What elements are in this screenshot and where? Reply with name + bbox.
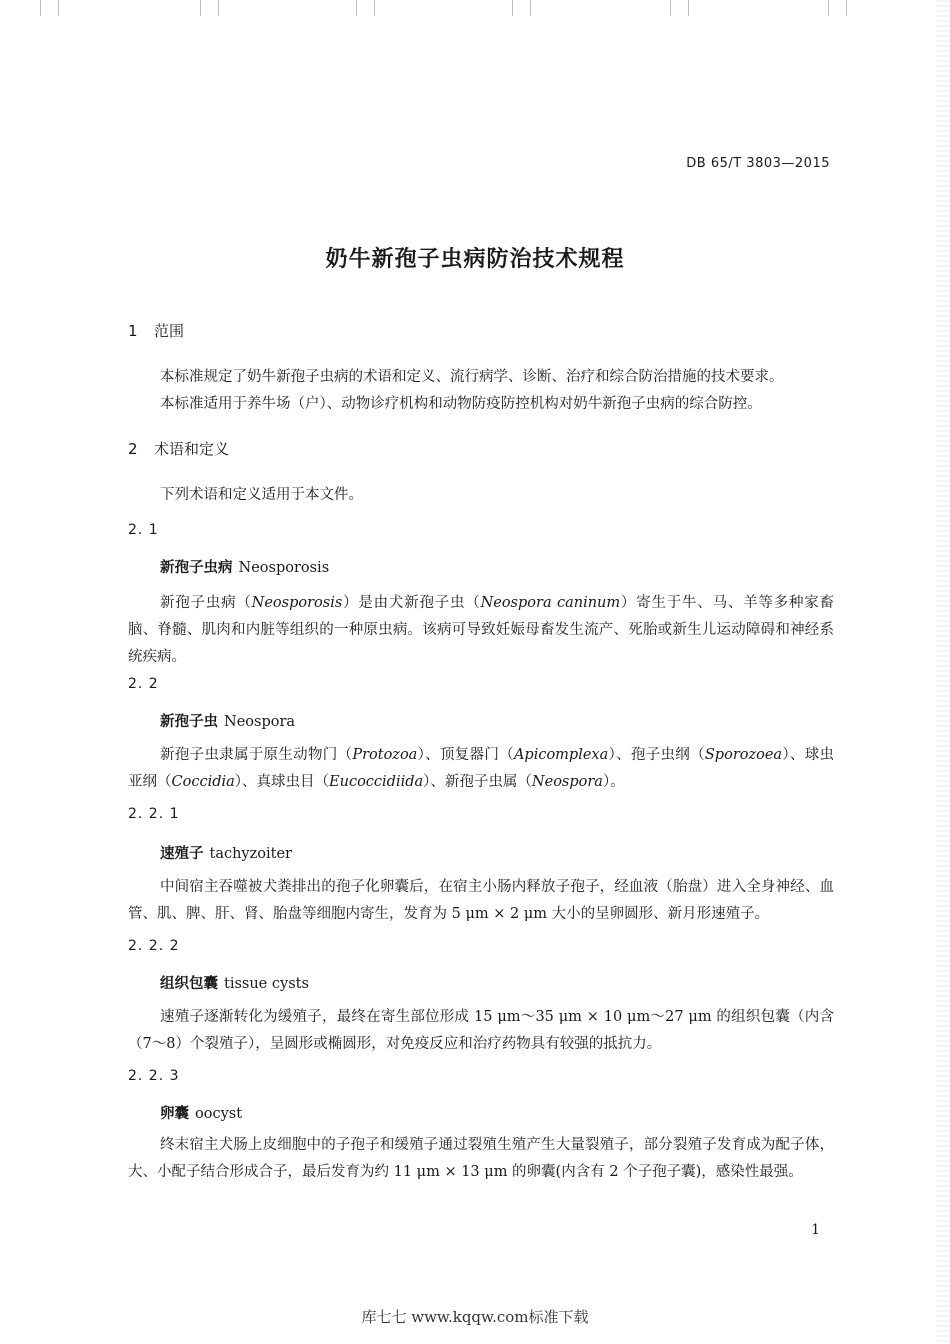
paragraph: 本标准规定了奶牛新孢子虫病的术语和定义、流行病学、诊断、治疗和综合防治措施的技术要求。 (160, 369, 784, 385)
term-chinese: 新孢子虫病 (160, 560, 233, 576)
clause-number: 2. 2 (128, 676, 159, 692)
section-heading-scope (128, 320, 184, 341)
term-entry (160, 556, 329, 577)
scan-tick-mark (670, 0, 671, 16)
term-chinese: 组织包囊 (160, 976, 218, 992)
section-number: 1 (128, 322, 138, 340)
section-title: 范围 (154, 322, 185, 340)
scan-tick-mark (58, 0, 59, 16)
paragraph: 下列术语和定义适用于本文件。 (160, 487, 363, 503)
page-number: 1 (811, 1222, 820, 1238)
standard-code: DB 65/T 3803—2015 (686, 156, 830, 171)
scan-tick-mark (40, 0, 41, 16)
section-title: 术语和定义 (154, 440, 230, 458)
clause-number: 2. 2. 3 (128, 1068, 180, 1084)
term-english: Neosporosis (238, 560, 330, 576)
scan-tick-mark (356, 0, 357, 16)
term-chinese: 新孢子虫 (160, 714, 218, 730)
clause-number: 2. 1 (128, 522, 159, 538)
scan-tick-mark (218, 0, 219, 16)
section-heading-terms (128, 438, 229, 459)
definition-paragraph: 中间宿主吞噬被犬粪排出的孢子化卵囊后，在宿主小肠内释放子孢子，经血液（胎盘）进入全身神经、血管、肌、脾、肝、肾、胎盘等细胞内寄生，发育为 5 μm × 2 μm 大小的呈卵圆形、新月形速殖子。 (128, 879, 834, 922)
term-chinese: 速殖子 (160, 846, 204, 862)
term-english: tachyzoiter (209, 846, 292, 862)
definition-paragraph: 新孢子虫病（Neosporosis）是由犬新孢子虫（Neospora caninum）寄生于牛、马、羊等多种家畜脑、脊髓、肌肉和内脏等组织的一种原虫病。该病可导致妊娠母畜发生流产、死胎或新生儿运动障碍和神经系统疾病。 (128, 595, 835, 665)
scan-tick-mark (374, 0, 375, 16)
section-number: 2 (128, 440, 138, 458)
scan-tick-mark (828, 0, 829, 16)
scan-tick-mark (512, 0, 513, 16)
scan-tick-mark (200, 0, 201, 16)
paragraph: 本标准适用于养牛场（户）、动物诊疗机构和动物防疫防控机构对奶牛新孢子虫病的综合防控。 (160, 396, 762, 412)
document-title: 奶牛新孢子虫病防治技术规程 (325, 247, 625, 272)
definition-paragraph: 终末宿主犬肠上皮细胞中的子孢子和缓殖子通过裂殖生殖产生大量裂殖子，部分裂殖子发育成为配子体，大、小配子结合形成合子，最后发育为约 11 μm × 13 μm 的卵囊(内含有 2 个子孢子囊)，感染性最强。 (128, 1137, 834, 1180)
clause-number: 2. 2. 1 (128, 806, 180, 822)
scan-edge-artifact (936, 0, 950, 1344)
scan-tick-mark (846, 0, 847, 16)
watermark-footer: 库七七 www.kqqw.com标准下载 (361, 1308, 589, 1326)
term-english: oocyst (195, 1106, 243, 1122)
definition-paragraph: 速殖子逐渐转化为缓殖子，最终在寄生部位形成 15 μm～35 μm × 10 μm～27 μm 的组织包囊（内含（7～8）个裂殖子），呈圆形或椭圆形，对免疫反应和治疗药物具有较强的抵抗力。 (128, 1009, 834, 1052)
term-english: Neospora (224, 714, 296, 730)
definition-paragraph: 新孢子虫隶属于原生动物门（Protozoa）、顶复器门（Apicomplexa）、孢子虫纲（Sporozoea）、球虫亚纲（Coccidia）、真球虫目（Eucoccidiida）、新孢子虫属（Neospora）。 (128, 747, 835, 790)
clause-number: 2. 2. 2 (128, 938, 180, 954)
term-entry (160, 972, 309, 993)
scan-tick-mark (530, 0, 531, 16)
term-entry (160, 710, 295, 731)
term-entry (160, 842, 292, 863)
term-entry (160, 1102, 242, 1123)
scan-tick-mark (688, 0, 689, 16)
term-chinese: 卵囊 (160, 1106, 189, 1122)
term-english: tissue cysts (224, 976, 309, 992)
